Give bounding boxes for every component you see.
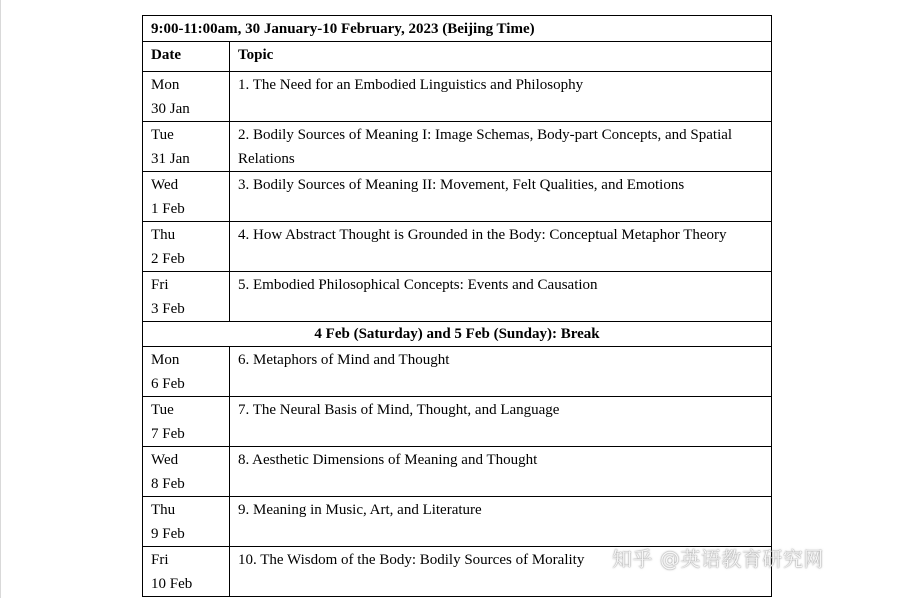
topic-cell xyxy=(230,272,772,322)
date-cell xyxy=(143,222,230,272)
table-row xyxy=(143,122,772,172)
date: 7 Feb xyxy=(151,426,185,442)
table-row xyxy=(143,222,772,272)
topic: 9. Meaning in Music, Art, and Literature xyxy=(238,502,482,518)
date: 6 Feb xyxy=(151,376,185,392)
date: 1 Feb xyxy=(151,201,185,217)
date-cell xyxy=(143,547,230,597)
topic-cell xyxy=(230,122,772,172)
table-row xyxy=(143,397,772,447)
weekday: Mon xyxy=(151,352,180,368)
schedule-banner-row xyxy=(143,16,772,42)
date: 10 Feb xyxy=(151,576,193,592)
topic-column-header: Topic xyxy=(230,42,772,72)
weekday: Wed xyxy=(151,177,179,193)
date-cell xyxy=(143,172,230,222)
schedule-table xyxy=(142,15,772,597)
table-row xyxy=(143,497,772,547)
weekday: Fri xyxy=(151,277,169,293)
break-row xyxy=(143,322,772,347)
table-row xyxy=(143,172,772,222)
topic-cell xyxy=(230,72,772,122)
schedule-banner: 9:00-11:00am, 30 January-10 February, 2023 (Beijing Time) xyxy=(143,16,772,42)
header-row xyxy=(143,42,772,72)
break-label: 4 Feb (Saturday) and 5 Feb (Sunday): Break xyxy=(143,322,772,347)
date-cell xyxy=(143,272,230,322)
weekday: Tue xyxy=(151,127,174,143)
date-cell xyxy=(143,122,230,172)
topic-cell xyxy=(230,222,772,272)
zhihu-watermark: 知乎 @英语教育研究网 xyxy=(612,547,824,571)
weekday: Tue xyxy=(151,402,174,418)
date: 3 Feb xyxy=(151,301,185,317)
topic: 6. Metaphors of Mind and Thought xyxy=(238,352,450,368)
topic: 4. How Abstract Thought is Grounded in the Body: Conceptual Metaphor Theory xyxy=(238,227,727,243)
topic-cell xyxy=(230,347,772,397)
weekday: Thu xyxy=(151,502,176,518)
date: 2 Feb xyxy=(151,251,185,267)
topic-cell xyxy=(230,497,772,547)
topic: 2. Bodily Sources of Meaning I: Image Schemas, Body-part Concepts, and Spatial Relations xyxy=(238,127,733,167)
table-row xyxy=(143,347,772,397)
table-row xyxy=(143,272,772,322)
date: 8 Feb xyxy=(151,476,185,492)
date: 30 Jan xyxy=(151,101,190,117)
weekday: Thu xyxy=(151,227,176,243)
weekday: Mon xyxy=(151,77,180,93)
topic: 1. The Need for an Embodied Linguistics and Philosophy xyxy=(238,77,584,93)
topic: 8. Aesthetic Dimensions of Meaning and Thought xyxy=(238,452,538,468)
weekday: Fri xyxy=(151,552,169,568)
date-column-header: Date xyxy=(143,42,230,72)
date-cell xyxy=(143,347,230,397)
topic: 5. Embodied Philosophical Concepts: Events and Causation xyxy=(238,277,598,293)
topic-cell xyxy=(230,172,772,222)
date-cell xyxy=(143,397,230,447)
table-row xyxy=(143,72,772,122)
date: 9 Feb xyxy=(151,526,185,542)
date-cell xyxy=(143,72,230,122)
page-edge xyxy=(0,0,1,598)
topic: 10. The Wisdom of the Body: Bodily Sources of Morality xyxy=(238,552,585,568)
date-cell xyxy=(143,497,230,547)
topic: 7. The Neural Basis of Mind, Thought, and Language xyxy=(238,402,560,418)
weekday: Wed xyxy=(151,452,179,468)
date-cell xyxy=(143,447,230,497)
topic-cell xyxy=(230,397,772,447)
date: 31 Jan xyxy=(151,151,190,167)
topic: 3. Bodily Sources of Meaning II: Movement, Felt Qualities, and Emotions xyxy=(238,177,685,193)
table-row xyxy=(143,447,772,497)
topic-cell xyxy=(230,447,772,497)
